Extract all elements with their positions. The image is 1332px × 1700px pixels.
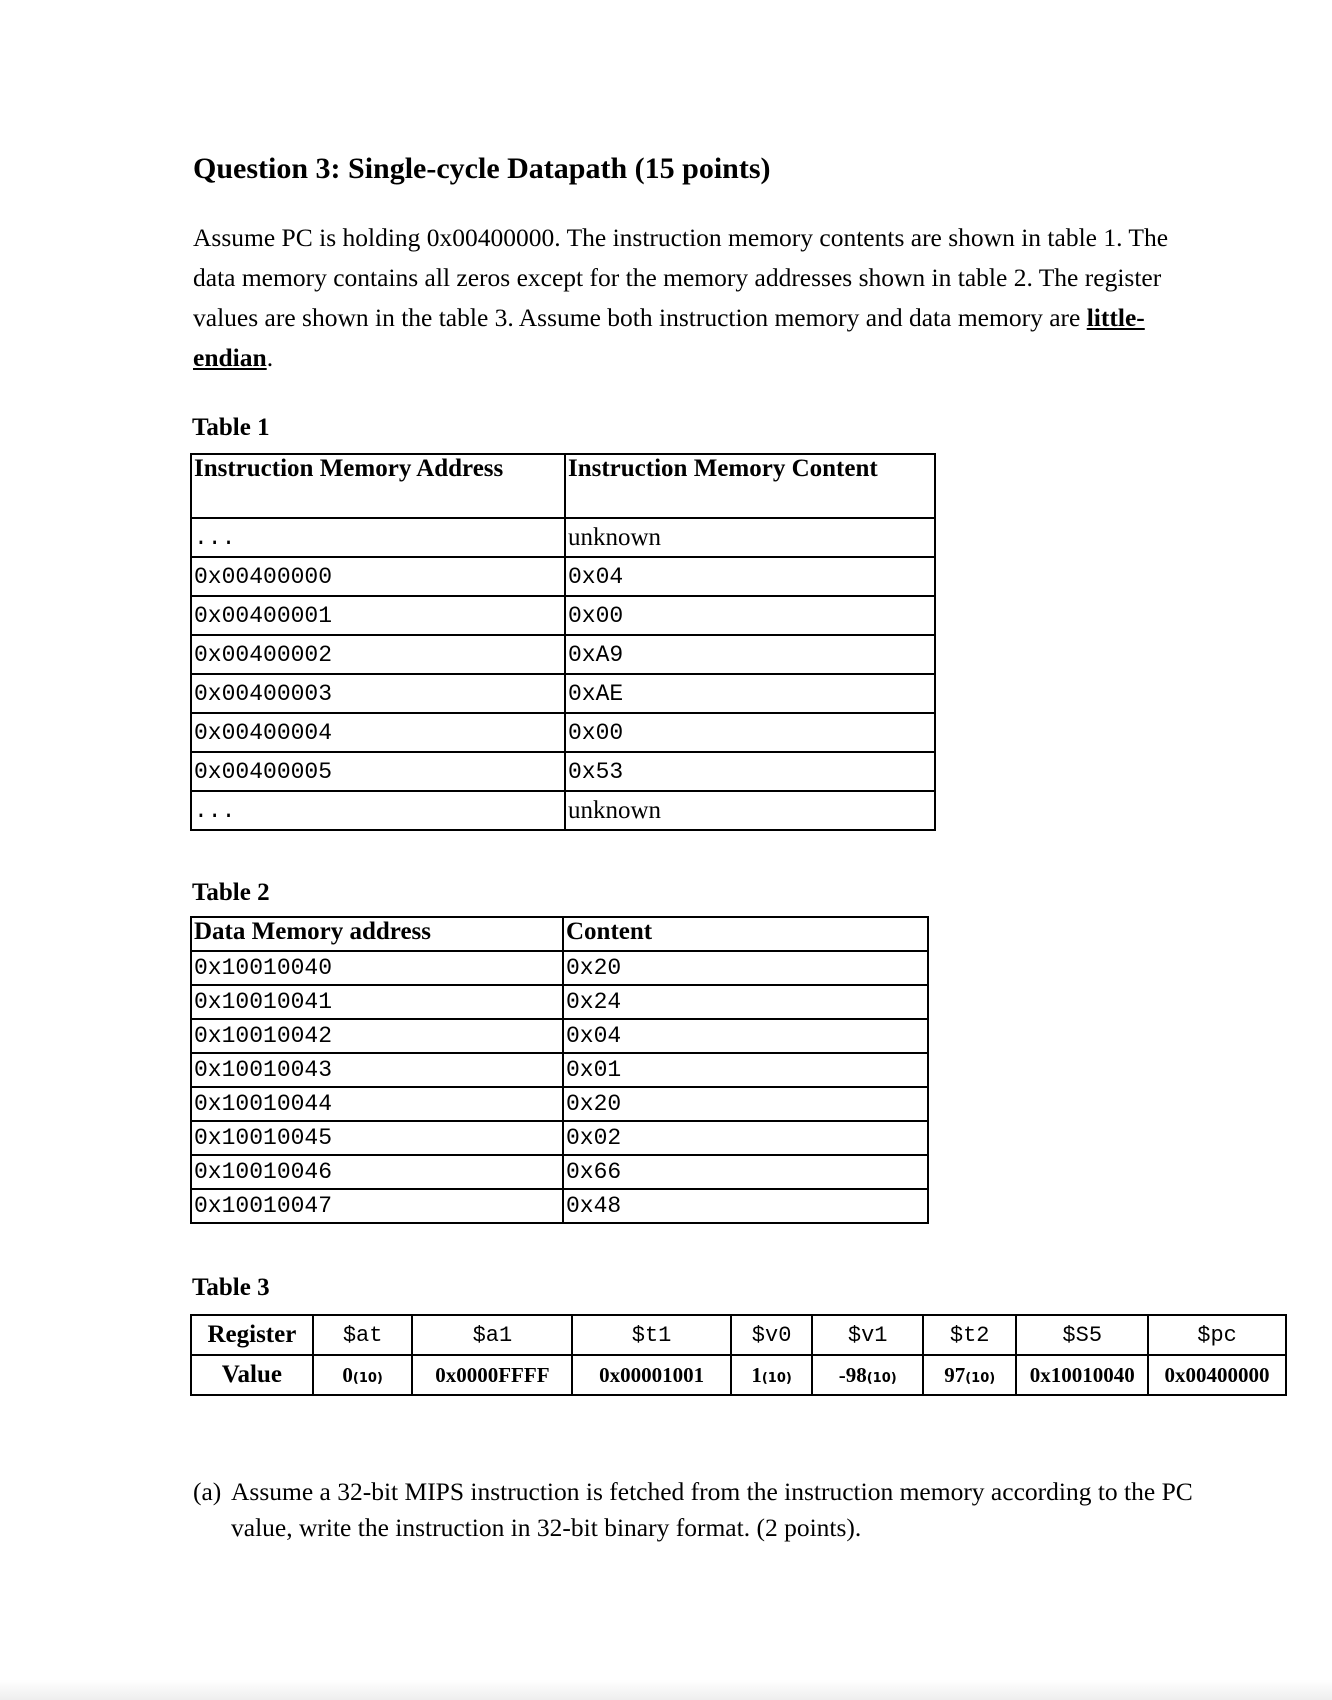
register-value: -98 xyxy=(838,1362,867,1387)
content-cell: 0x53 xyxy=(565,752,935,791)
table-row xyxy=(191,1155,928,1189)
little-endian-emphasis: little-endian xyxy=(193,303,1145,372)
table1-header-content: Instruction Memory Content xyxy=(565,454,935,518)
table-row xyxy=(191,557,935,596)
register-value-cell xyxy=(731,1355,813,1395)
address-cell: 0x10010046 xyxy=(191,1155,563,1189)
content-cell: 0xAE xyxy=(565,674,935,713)
address-cell: 0x00400004 xyxy=(191,713,565,752)
table-row xyxy=(191,1053,928,1087)
register-value-cell xyxy=(412,1355,572,1395)
instruction-memory-table xyxy=(190,453,936,831)
content-cell: 0x48 xyxy=(563,1189,928,1223)
address-cell: ... xyxy=(191,518,565,557)
radix-subscript: (10) xyxy=(866,1370,897,1386)
address-cell: 0x10010043 xyxy=(191,1053,563,1087)
register-value: 0x10010040 xyxy=(1029,1362,1135,1387)
register-value-cell xyxy=(1148,1355,1286,1395)
register-name-cell: $v1 xyxy=(812,1315,923,1355)
table-row xyxy=(191,1087,928,1121)
table2-label: Table 2 xyxy=(192,879,270,906)
content-cell: unknown xyxy=(565,791,935,830)
data-memory-table xyxy=(190,916,929,1224)
content-cell: 0x00 xyxy=(565,596,935,635)
register-value: 0 xyxy=(342,1362,353,1387)
register-value-cell xyxy=(923,1355,1016,1395)
question-a xyxy=(193,1474,1193,1546)
address-cell: 0x10010045 xyxy=(191,1121,563,1155)
address-cell: 0x00400005 xyxy=(191,752,565,791)
register-row-label: Register xyxy=(191,1315,313,1355)
register-name-cell: $S5 xyxy=(1016,1315,1148,1355)
address-cell: 0x10010042 xyxy=(191,1019,563,1053)
content-cell: 0x20 xyxy=(563,1087,928,1121)
address-cell: 0x00400001 xyxy=(191,596,565,635)
content-cell: 0x66 xyxy=(563,1155,928,1189)
radix-subscript: (10) xyxy=(352,1370,383,1386)
content-cell: 0x24 xyxy=(563,985,928,1019)
content-cell: 0x02 xyxy=(563,1121,928,1155)
table2-header-content: Content xyxy=(563,917,928,951)
question-a-label: (a) xyxy=(193,1477,222,1506)
register-value-cell xyxy=(1016,1355,1148,1395)
table-row xyxy=(191,596,935,635)
table-row xyxy=(191,1019,928,1053)
table3-label: Table 3 xyxy=(192,1274,270,1301)
address-cell: 0x00400003 xyxy=(191,674,565,713)
table-row xyxy=(191,518,935,557)
table-row xyxy=(191,674,935,713)
table-row xyxy=(191,791,935,830)
table1-header-address: Instruction Memory Address xyxy=(191,454,565,518)
register-value: 0x00400000 xyxy=(1164,1362,1270,1387)
address-cell: ... xyxy=(191,791,565,830)
register-name-cell: $v0 xyxy=(731,1315,813,1355)
register-value: 1 xyxy=(751,1362,762,1387)
radix-subscript: (10) xyxy=(761,1370,792,1386)
content-cell: 0x20 xyxy=(563,951,928,985)
table-row xyxy=(191,951,928,985)
content-cell: 0x00 xyxy=(565,713,935,752)
intro-text: Assume PC is holding 0x00400000. The instruction memory contents are shown in table 1. The data memory contains all zeros except for the memory addresses shown in table 2. The register values are shown in the table 3. Assume both instruction memory and data memory are xyxy=(193,223,1169,332)
content-cell: unknown xyxy=(565,518,935,557)
content-cell: 0x04 xyxy=(565,557,935,596)
address-cell: 0x00400002 xyxy=(191,635,565,674)
intro-paragraph xyxy=(193,218,1213,378)
content-cell: 0xA9 xyxy=(565,635,935,674)
radix-subscript: (10) xyxy=(965,1370,996,1386)
content-cell: 0x01 xyxy=(563,1053,928,1087)
register-value: 0x00001001 xyxy=(599,1362,705,1387)
table-row xyxy=(191,752,935,791)
register-value-cell xyxy=(572,1355,731,1395)
question-a-text: Assume a 32-bit MIPS instruction is fetched from the instruction memory according to the PC value, write the instruction in 32-bit binary format. (2 points). xyxy=(231,1477,1193,1542)
table-row xyxy=(191,635,935,674)
register-name-cell: $pc xyxy=(1148,1315,1286,1355)
table-row xyxy=(191,985,928,1019)
address-cell: 0x10010040 xyxy=(191,951,563,985)
page-footer-shadow xyxy=(0,1680,1332,1700)
register-value-cell xyxy=(313,1355,413,1395)
address-cell: 0x10010041 xyxy=(191,985,563,1019)
register-name-cell: $t1 xyxy=(572,1315,731,1355)
address-cell: 0x00400000 xyxy=(191,557,565,596)
register-name-cell: $at xyxy=(313,1315,413,1355)
table-row xyxy=(191,1189,928,1223)
register-name-cell: $t2 xyxy=(923,1315,1016,1355)
register-value: 0x0000FFFF xyxy=(435,1362,550,1387)
table-row xyxy=(191,713,935,752)
table1-label: Table 1 xyxy=(192,414,270,441)
register-name-cell: $a1 xyxy=(412,1315,572,1355)
table-row xyxy=(191,1121,928,1155)
address-cell: 0x10010047 xyxy=(191,1189,563,1223)
register-value: 97 xyxy=(944,1362,966,1387)
register-value-cell xyxy=(812,1355,923,1395)
address-cell: 0x10010044 xyxy=(191,1087,563,1121)
value-row-label: Value xyxy=(191,1355,313,1395)
register-table xyxy=(190,1314,1287,1396)
intro-text-end: . xyxy=(266,343,274,372)
content-cell: 0x04 xyxy=(563,1019,928,1053)
table2-header-address: Data Memory address xyxy=(191,917,563,951)
question-title: Question 3: Single-cycle Datapath (15 points) xyxy=(193,152,771,185)
